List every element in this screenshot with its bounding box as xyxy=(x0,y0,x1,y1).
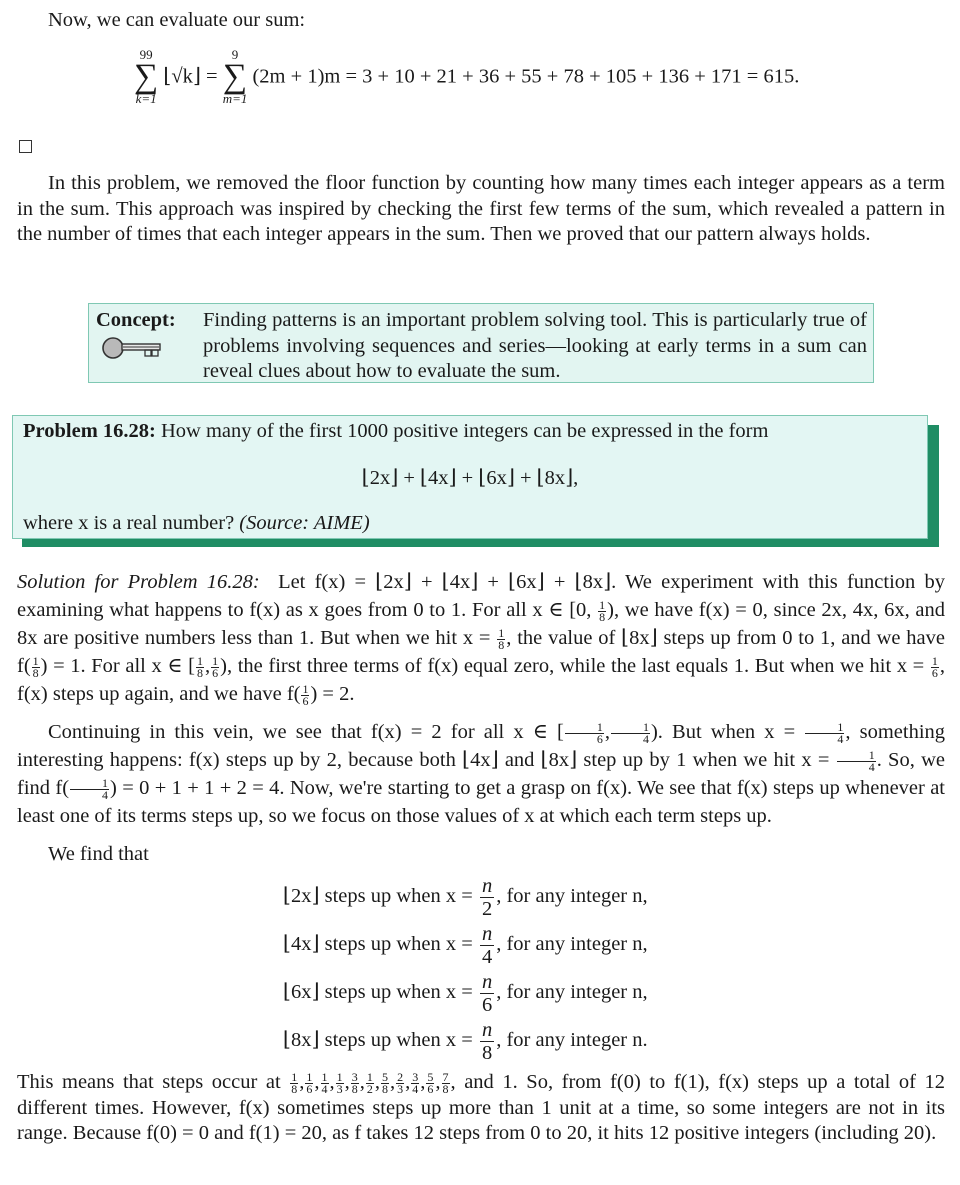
qed-square-icon xyxy=(19,140,32,153)
we-find-that: We find that xyxy=(48,843,149,865)
step-rule-row: ⌊6x⌋ steps up when x = $\frac{n}{6}$ , for any integer n, xyxy=(283,970,648,1016)
sigma-lhs: 99 ∑ k=1 xyxy=(134,47,159,106)
solution-label: Solution for Problem 16.28: xyxy=(17,571,260,593)
problem-label: Problem 16.28: xyxy=(23,420,156,442)
problem-tail xyxy=(23,511,370,537)
problem-text: How many of the first 1000 positive integers can be expressed in the form xyxy=(160,420,769,442)
step-rules xyxy=(283,872,648,1064)
key-icon xyxy=(101,336,163,368)
sigma-rhs: 9 ∑ m=1 xyxy=(222,47,248,106)
solution-paragraph-2: Continuing in this vein, we see that f(x) = 2 for all x ∈ [ $\frac{1}{6}$ , $\frac{1}{4}$ ). But when x = $\frac{1}{4}$ , something interesting happens: f(x) steps up by 2, because both ⌊4x⌋ and ⌊8x⌋ step up by 1 when we hit x = $\frac{1}{4}$ . So, we find f( $\frac{1}{4}$ ) = 0 + 1 + 1 + 2 = 4. Now, we're starting to get a grasp on f(x). We see that f(x) steps up whenever at least one of its terms steps up, so we focus on those values of x at which each term steps up. xyxy=(17,719,946,827)
intro-text: Now, we can evaluate our sum: xyxy=(48,9,306,31)
concept-box xyxy=(88,303,874,383)
step-rule-row: ⌊4x⌋ steps up when x = $\frac{n}{4}$ , for any integer n, xyxy=(283,922,648,968)
solution-paragraph-1: Solution for Problem 16.28: Let f(x) = ⌊2x⌋ + ⌊4x⌋ + ⌊6x⌋ + ⌊8x⌋. We experiment with this function by examining what happens to f(x) as x goes from 0 to 1. For all x ∈ [0, $\frac{1}{8}$ ), we have f(x) = 0, since 2x, 4x, 6x, and 8x are positive numbers less than 1. But when we hit x = $\frac{1}{8}$ , the value of ⌊8x⌋ steps up from 0 to 1, and we have f( $\frac{1}{8}$ ) = 1. For all x ∈ [ $\frac{1}{8}$ , $\frac{1}{6}$ ), the first three terms of f(x) equal zero, while the last equals 1. But when we hit x = $\frac{1}{6}$ , f(x) steps up again, and we have f( $\frac{1}{6}$ ) = 2. xyxy=(17,571,945,708)
step-rule-row: ⌊8x⌋ steps up when x = $\frac{n}{8}$ , for any integer n. xyxy=(283,1018,648,1064)
reflection-paragraph: In this problem, we removed the floor function by counting how many times each integer appears as a term in the sum. This approach was inspired by checking the first few terms of the sum, which revealed a pattern in the number of times that each integer appears in the sum. Then we proved that our pattern always holds. xyxy=(17,172,945,245)
sigma-lower-limit: m=1 xyxy=(222,91,248,106)
problem-source: (Source: AIME) xyxy=(239,512,370,534)
sigma-upper-limit: 99 xyxy=(139,47,153,62)
problem-box xyxy=(12,415,928,539)
concept-text: Finding patterns is an important problem solving tool. This is particularly true of problems involving sequences and series—looking at early terms in a sum can reveal clues about how to evaluate the sum. xyxy=(203,309,867,382)
solution-paragraph-4: This means that steps occur at $\frac{1}{8}$ , $\frac{1}{6}$ , $\frac{1}{4}$ , $\frac{1}{3}$ , $\frac{3}{8}$ , $\frac{1}{2}$ , $\frac{5}{8}$ , $\frac{2}{3}$ , $\frac{3}{4}$ , $\frac{5}{6}$ , $\frac{7}{8}$ , and 1. So, from f(0) to f(1), f(x) steps up a total of 12 different times. However, f(x) sometimes steps up more than 1 unit at a time, so some integers are not in its range. Because f(0) = 0 and f(1) = 20, as f takes 12 steps from 0 to 20, it hits 12 positive integers (including 20). xyxy=(17,1069,945,1144)
concept-label: Concept: xyxy=(96,309,176,331)
problem-expression: ⌊2x⌋ + ⌊4x⌋ + ⌊6x⌋ + ⌊8x⌋, xyxy=(361,467,579,489)
sum-equation: 99 ∑ k=1 ⌊√k⌋ = 9 ∑ m=1 (2m + 1)m = 3 + 10 + 21 + 36 + 55 + 78 + 105 + 136 + 171 = 615. xyxy=(134,47,800,106)
step-rule-row: ⌊2x⌋ steps up when x = $\frac{n}{2}$ , for any integer n, xyxy=(283,874,648,920)
floor-sqrt-term: ⌊√k⌋ xyxy=(163,65,201,88)
problem-statement xyxy=(23,419,768,445)
sum-expansion: = 3 + 10 + 21 + 36 + 55 + 78 + 105 + 136 + 171 = 615. xyxy=(345,65,800,88)
sigma-upper-limit: 9 xyxy=(231,47,239,62)
problem-tail-text: where x is a real number? xyxy=(23,512,235,534)
sigma-lower-limit: k=1 xyxy=(135,91,157,106)
summand: (2m + 1)m xyxy=(252,65,341,88)
